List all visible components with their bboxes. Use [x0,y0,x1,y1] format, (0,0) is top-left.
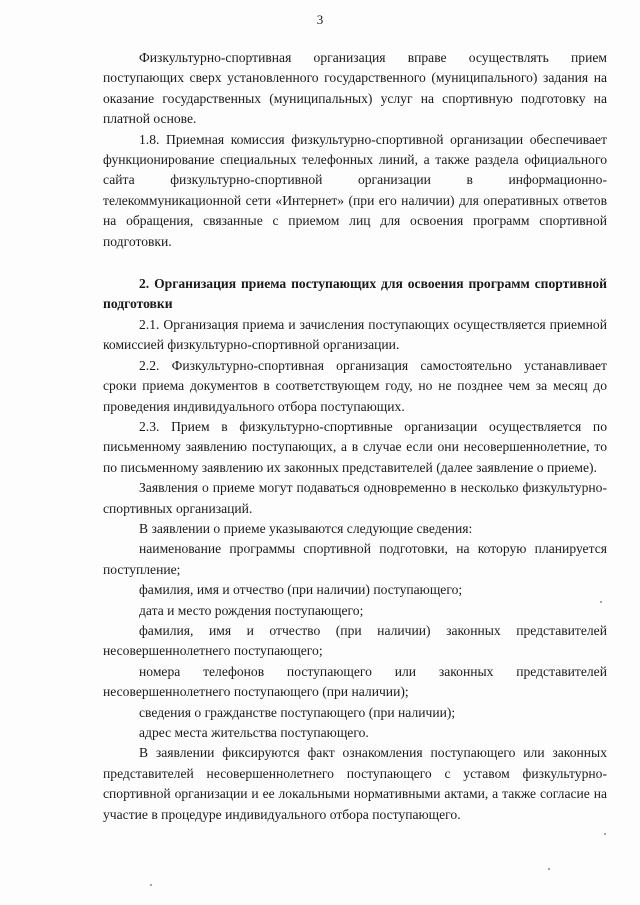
paragraph-multiple-applications: Заявления о приеме могут подаваться одновременно в несколько физкультурно-спортивных организаций. [103,480,607,516]
paragraph-paid-admission: Физкультурно-спортивная организация вправе осуществлять прием поступающих сверх установленного государственного (муниципального) задания на оказание государственных (муниципальных) услуг на спортивную подготовку на платной основе. [103,50,607,127]
scan-speck [548,868,550,870]
paragraph-acknowledgement: В заявлении фиксируются факт ознакомления поступающего или законных представителей несовершеннолетнего поступающего с уставом физкультурно-спортивной организации и ее локальными нормативными актами, а также согласие на участие в процедуре индивидуального отбора поступающего. [103,745,607,822]
paragraph-1-8: 1.8. Приемная комиссия физкультурно-спортивной организации обеспечивает функционирование специальных телефонных линий, а также раздела официального сайта физкультурно-спортивной организации в информационно-телекоммуникационной сети «Интернет» (при его наличии) для оперативных ответов на обращения, связанные с приемом лиц для освоения программ спортивной подготовки. [103,131,607,249]
list-item-address: адрес места жительства поступающего. [139,725,369,740]
list-item-birth-date-place: дата и место рождения поступающего; [139,602,364,618]
scan-speck [600,601,602,603]
list-item-citizenship: сведения о гражданстве поступающего (при наличии); [139,704,456,720]
list-item-program-name: наименование программы спортивной подготовки, на которую планируется поступление; [103,541,607,577]
paragraph-2-2: 2.2. Физкультурно-спортивная организация самостоятельно устанавливает сроки приема документов в соответствующем году, но не позднее чем за месяц до проведения индивидуального отбора поступающих. [103,357,607,414]
scan-speck [150,884,152,886]
scan-speck [604,833,606,835]
page-number: 3 [316,12,324,27]
list-item-applicant-name: фамилия, имя и отчество (при наличии) поступающего; [139,582,463,598]
list-item-representatives-name: фамилия, имя и отчество (при наличии) законных представителей несовершеннолетнего поступающего; [103,622,607,659]
paragraph-2-1: 2.1. Организация приема и зачисления поступающих осуществляется приемной комиссией физкультурно-спортивной организации. [103,316,607,353]
document-body [103,48,607,825]
list-item-phone-numbers: номера телефонов поступающего или законных представителей несовершеннолетнего поступающего (при наличии); [103,663,607,700]
paragraph-2-3: 2.3. Прием в физкультурно-спортивные организации осуществляется по письменному заявлению поступающих, а в случае если они несовершеннолетние, то по письменному заявлению их законных представителей (далее заявление о приеме). [103,418,607,475]
paragraph-application-contents-intro: В заявлении о приеме указываются следующие сведения: [139,520,473,536]
section-heading: 2. Организация приема поступающих для освоения программ спортивной подготовки [103,276,607,312]
